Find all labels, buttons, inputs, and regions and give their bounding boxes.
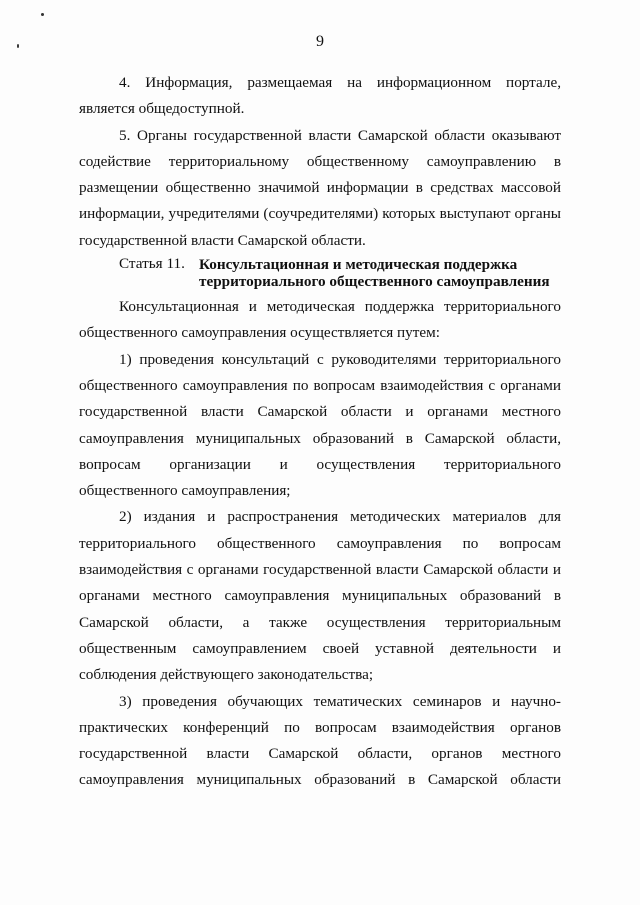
document-body (79, 70, 561, 794)
paragraph-5: 5. Органы государственной власти Самарской области оказывают содействие территориальному общественному самоуправлению в размещении общественно значимой информации в средствах массовой информации, учредителями (соучредителями) которых выступают органы государственной власти Самарской области. (79, 126, 561, 249)
page-number: 9 (316, 33, 324, 50)
paragraph-4: 4. Информация, размещаемая на информационном портале, является общедоступной. (79, 74, 561, 118)
article-number: Статья 11. (119, 255, 185, 273)
article-intro-paragraph: Консультационная и методическая поддержка территориального общественного самоуправления осуществляется путем: (79, 298, 561, 342)
list-item-1: 1) проведения консультаций с руководителями территориального общественного самоуправления по вопросам взаимодействия с органами государственной власти Самарской области и органами местного самоуправления муниципальных образований в Самарской области, вопросам организации и осуществления территориального общественного самоуправления; (79, 350, 561, 500)
article-title: Консультационная и методическая поддержка территориального общественного самоуправления (199, 256, 550, 291)
article-heading (79, 256, 561, 290)
scan-speck (41, 13, 44, 16)
list-item-3: 3) проведения обучающих тематических семинаров и научно-практических конференций по вопросам взаимодействия органов государственной власти Самарской области, органов местного самоуправления муниципальных образований в Самарской области (79, 692, 561, 789)
list-item-2: 2) издания и распространения методических материалов для территориального общественного самоуправления по вопросам взаимодействия с органами государственной власти Самарской области и органами местного самоуправления муниципальных образований в Самарской области, а также осуществления территориальным общественным самоуправлением своей уставной деятельности и соблюдения действующего законодательства; (79, 508, 561, 684)
